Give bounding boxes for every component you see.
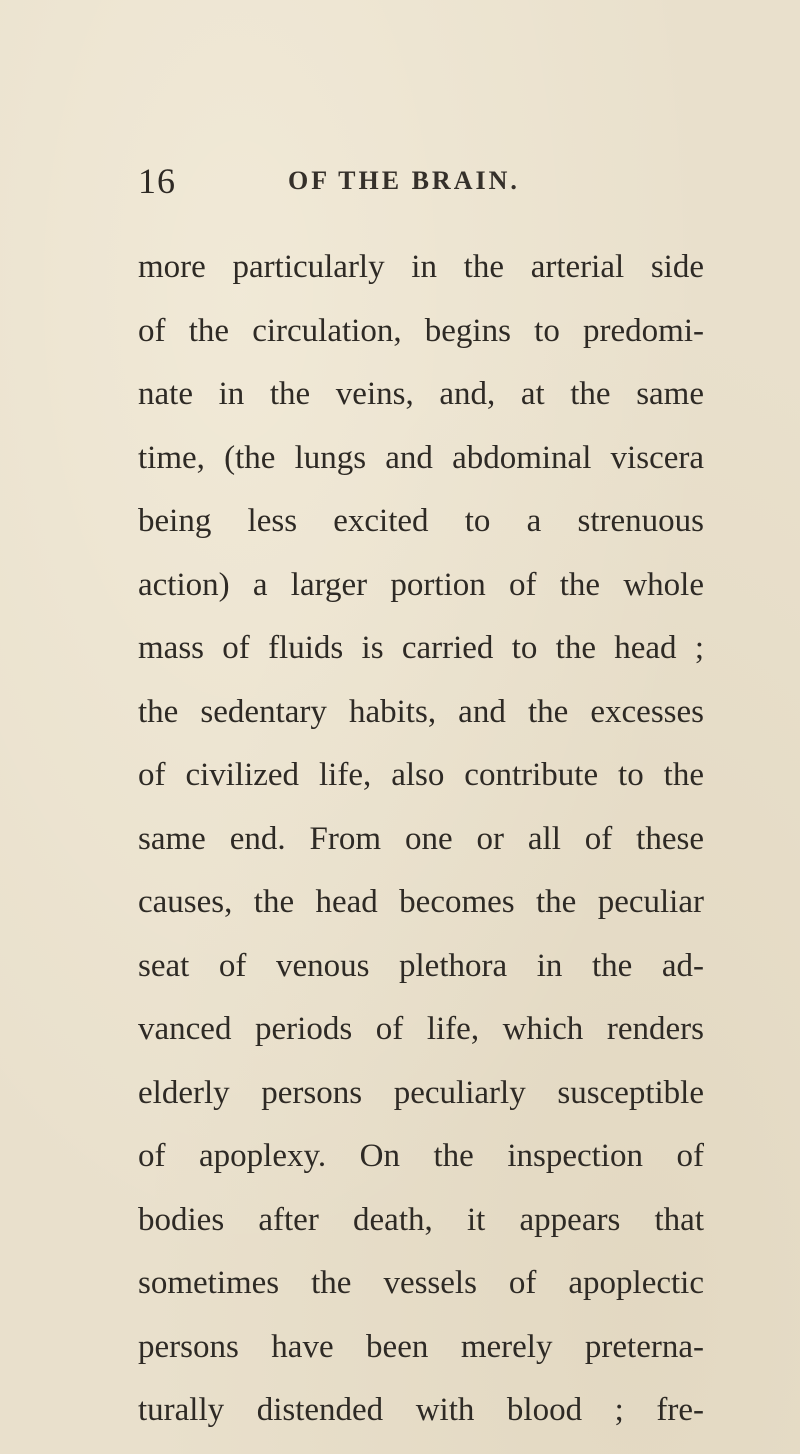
text-line: causes, the head becomes the peculiar xyxy=(138,884,704,920)
text-line: more particularly in the arterial side xyxy=(138,249,704,285)
text-line: seat of venous plethora in the ad- xyxy=(138,947,704,984)
text-line: action) a larger portion of the whole xyxy=(138,566,704,603)
text-line: same end. From one or all of these xyxy=(138,820,704,857)
text-line: persons have been merely preterna- xyxy=(138,1328,704,1365)
text-line: bodies after death, it appears that xyxy=(138,1201,704,1238)
text-line: elderly persons peculiarly susceptible xyxy=(138,1074,704,1111)
text-line: mass of fluids is carried to the head ; xyxy=(138,630,704,666)
text-line: vanced periods of life, which renders xyxy=(138,1011,704,1047)
text-line: of apoplexy. On the inspection of xyxy=(138,1138,704,1174)
text-line: nate in the veins, and, at the same xyxy=(138,376,704,412)
text-line: being less excited to a strenuous xyxy=(138,503,704,539)
running-head xyxy=(138,160,678,210)
text-line: of the circulation, begins to predomi- xyxy=(138,312,704,349)
text-line: turally distended with blood ; fre- xyxy=(138,1392,704,1428)
page-number: 16 xyxy=(138,161,176,201)
body-text xyxy=(138,236,704,1443)
text-line: the sedentary habits, and the excesses xyxy=(138,693,704,730)
text-line: sometimes the vessels of apoplectic xyxy=(138,1265,704,1301)
text-line: time, (the lungs and abdominal viscera xyxy=(138,439,704,476)
text-line: of civilized life, also contribute to the xyxy=(138,757,704,793)
running-title: OF THE BRAIN. xyxy=(288,166,520,195)
